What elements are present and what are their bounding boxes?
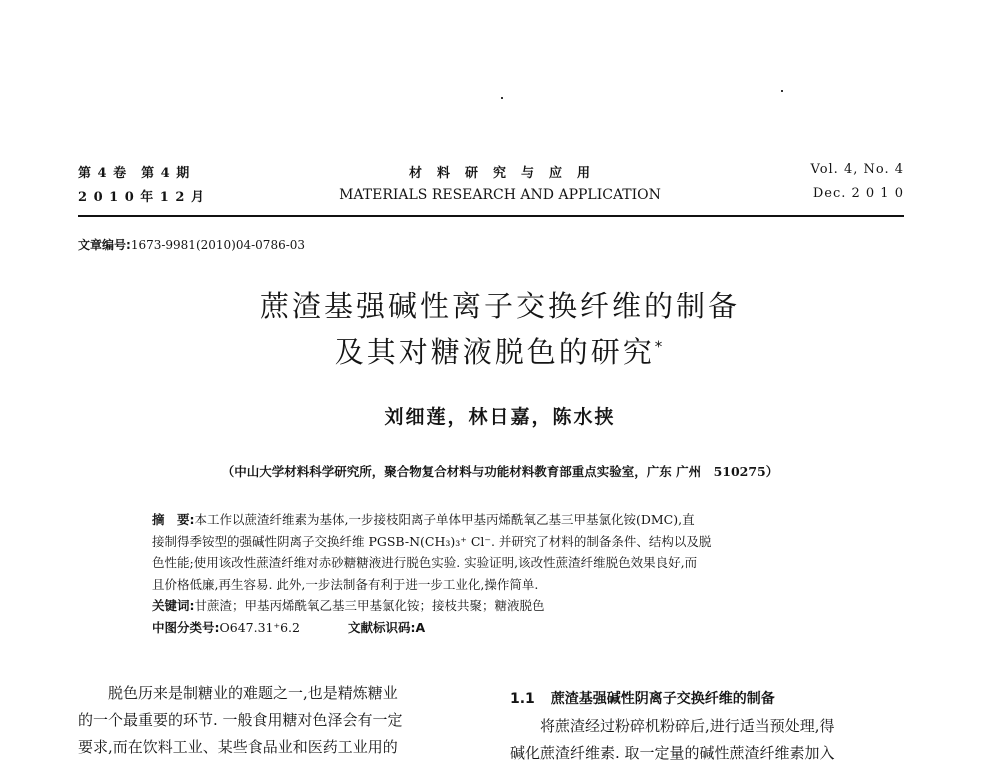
keywords-label: 关键词:	[152, 598, 195, 613]
doc-code-label: 文献标识码:	[347, 619, 416, 635]
keywords-value: 甘蔗渣；甲基丙烯酰氧乙基三甲基氯化铵；接枝共聚；糖液脱色	[194, 598, 545, 613]
body-line: 将蔗渣经过粉碎机粉碎后,进行适当预处理,得	[540, 717, 835, 735]
classification-label: 中图分类号:	[152, 619, 220, 635]
abstract-line: 摘 要:本工作以蔗渣纤维素为基体,一步接枝阳离子单体甲基丙烯酰氧乙基三甲基氯化铵(DMC),直	[152, 512, 695, 527]
abstract-line: 且价格低廉,再生容易. 此外,一步法制备有利于进一步工业化,操作简单.	[152, 576, 539, 592]
title-footnote-marker: *	[654, 337, 666, 356]
paper-title-line2-text: 及其对糖液脱色的研究	[334, 335, 655, 369]
scan-speck	[781, 90, 783, 92]
body-right-column	[510, 686, 910, 767]
abstract-line: 接制得季铵型的强碱性阴离子交换纤维 PGSB-N(CH₃)₃⁺ Cl⁻. 并研究了材料的制备条件、结构以及脱	[152, 533, 712, 549]
paper-title-line2	[0, 330, 1000, 371]
section-number: 1.1	[510, 691, 535, 707]
header-journal-en: MATERIALS RESEARCH AND APPLICATION	[339, 187, 661, 203]
authors: 刘细莲，林日嘉，陈水挟	[384, 406, 616, 428]
doc-code-value: A	[415, 619, 426, 635]
header-volume-issue-en: Vol. 4, No. 4	[810, 162, 904, 177]
abstract-line: 色性能;使用该改性蔗渣纤维对赤砂糖糖液进行脱色实验. 实验证明,该改性蔗渣纤维脱色效果良好,而	[152, 555, 698, 570]
body-line: 要求,而在饮料工业、某些食品业和医药工业用的	[78, 738, 398, 756]
section-title: 蔗渣基强碱性阴离子交换纤维的制备	[550, 691, 775, 707]
section-heading	[510, 686, 910, 713]
abstract-label: 摘 要:	[152, 512, 195, 527]
body-left-column	[78, 680, 478, 761]
article-number	[78, 236, 305, 253]
abstract	[152, 509, 832, 638]
body-line: 脱色历来是制糖业的难题之一,也是精炼糖业	[108, 684, 398, 702]
body-line: 碱化蔗渣纤维素. 取一定量的碱性蔗渣纤维素加入	[510, 744, 835, 762]
affiliation: （中山大学材料科学研究所，聚合物复合材料与功能材料教育部重点实验室，广东 广州 510275）	[221, 464, 779, 479]
article-number-value: 1673-9981(2010)04-0786-03	[130, 238, 306, 252]
keywords	[152, 595, 832, 617]
scan-speck	[501, 97, 503, 99]
paper-title-line1: 蔗渣基强碱性离子交换纤维的制备	[259, 289, 740, 323]
classification	[152, 617, 832, 639]
header-journal-cn: 材 料 研 究 与 应 用	[408, 166, 591, 181]
header-date-en: Dec. 2 0 1 0	[812, 186, 904, 201]
header-date-cn: 2 0 1 0 年 1 2 月	[78, 190, 205, 205]
header-volume-issue-cn: 第 4 卷 第 4 期	[78, 166, 191, 181]
classification-value: O647.31⁺6.2	[219, 619, 300, 635]
body-line: 的一个最重要的环节. 一般食用糖对色泽会有一定	[78, 711, 403, 729]
header-rule	[78, 215, 904, 217]
article-number-label: 文章编号:	[78, 238, 131, 252]
